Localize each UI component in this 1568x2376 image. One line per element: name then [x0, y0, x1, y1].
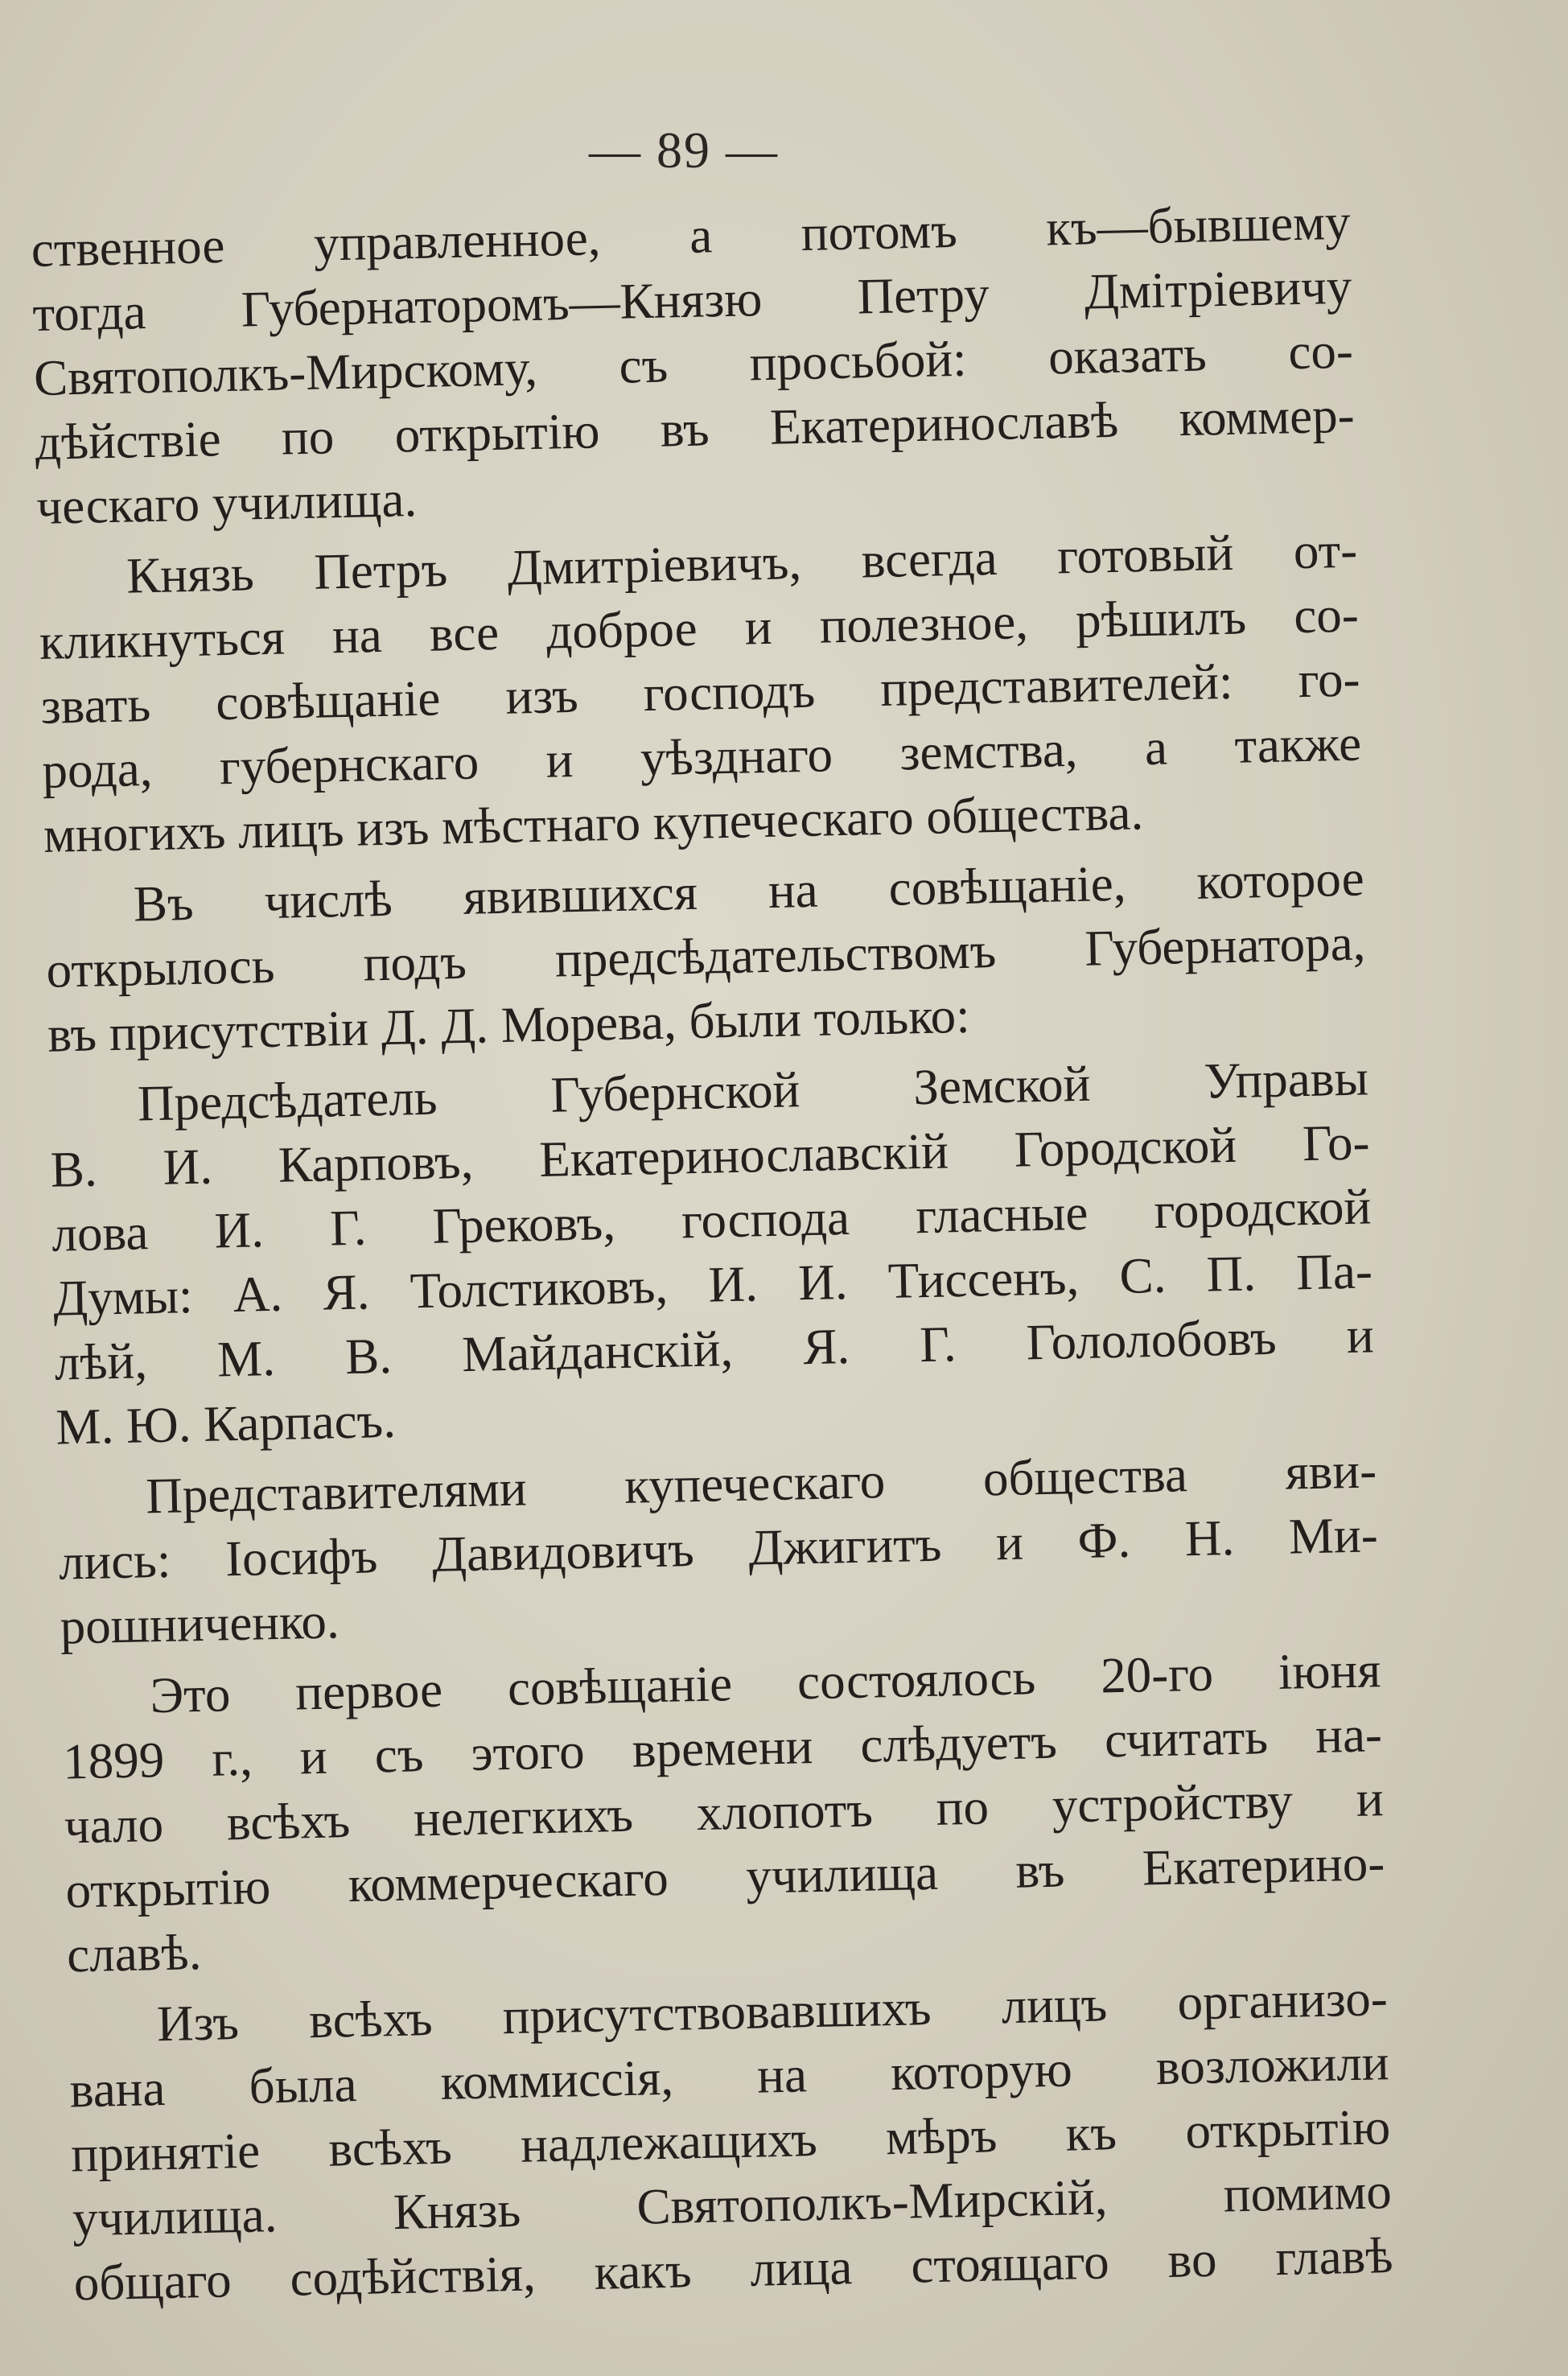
text-line: Думы: А. Я. Толстиковъ, И. И. Тиссенъ, С. П. Па- [52, 1242, 1373, 1327]
text-line: Это первое совѣщаніе состоялось 20-го іюня [149, 1641, 1381, 1724]
text-line: чало всѣхъ нелегкихъ хлопотъ по устройству и [64, 1770, 1385, 1855]
text-line: В. И. Карповъ, Екатеринославскій Городской Го- [50, 1114, 1371, 1198]
text-line: въ присутствіи Д. Д. Морева, были только: [47, 986, 971, 1063]
text-line: 1899 г., и съ этого времени слѣдуетъ считать на- [62, 1706, 1383, 1790]
text-line: М. Ю. Карпасъ. [55, 1391, 397, 1456]
text-line: открылось подъ предсѣдательствомъ Губернатора, [45, 914, 1366, 999]
text-line: тогда Губернаторомъ—Князю Петру Дмітріевичу [31, 257, 1352, 342]
text-line: ческаго училища. [35, 471, 418, 535]
text-line: Князь Петръ Дмитріевичъ, всегда готовый от- [126, 521, 1358, 604]
page-number: — 89 — [589, 121, 779, 179]
text-line: Предсѣдатель Губернской Земской Управы [137, 1049, 1369, 1132]
text-line: принятіе всѣхъ надлежащихъ мѣръ къ открытію [70, 2098, 1391, 2183]
text-line: Представителями купеческаго общества яви- [145, 1442, 1377, 1525]
text-line: дѣйствіе по открытію въ Екатеринославѣ коммер- [35, 386, 1356, 471]
text-line: лѣй, М. В. Майданскій, Я. Г. Гололобовъ и [54, 1307, 1375, 1391]
text-line: многихъ лицъ изъ мѣстнаго купеческаго общества. [43, 784, 1144, 863]
text-line: рошниченко. [59, 1592, 340, 1655]
body-text [31, 190, 1393, 2316]
text-line: общаго содѣйствія, какъ лица стоящаго во главѣ [73, 2227, 1394, 2312]
text-line: вана была коммиссія, на которую возложили [69, 2034, 1390, 2119]
text-line: лова И. Г. Грековъ, господа гласные городской [51, 1178, 1372, 1262]
text-line: ственное управленное, а потомъ къ—бывшему [31, 193, 1352, 278]
text-line: звать совѣщаніе изъ господъ представителей: го- [40, 650, 1361, 735]
text-line: славѣ. [66, 1924, 203, 1983]
text-line: училища. Князь Святополкъ-Мирскій, помимо [72, 2163, 1393, 2247]
text-line: кликнуться на все доброе и полезное, рѣшилъ со- [39, 586, 1360, 670]
text-line: Изъ всѣхъ присутствовавшихъ лицъ организо- [156, 1970, 1389, 2053]
text-line: Въ числѣ явившихся на совѣщаніе, которое [133, 850, 1365, 933]
text-line: Святополкъ-Мирскому, съ просьбой: оказать со- [33, 322, 1354, 406]
text-line: рода, губернскаго и уѣзднаго земства, а также [41, 714, 1362, 799]
text-line: лись: Іосифъ Давидовичъ Джигитъ и Ф. Н. Ми- [58, 1506, 1379, 1591]
text-line: открытію коммерческаго училища въ Екатерино- [64, 1835, 1385, 1919]
